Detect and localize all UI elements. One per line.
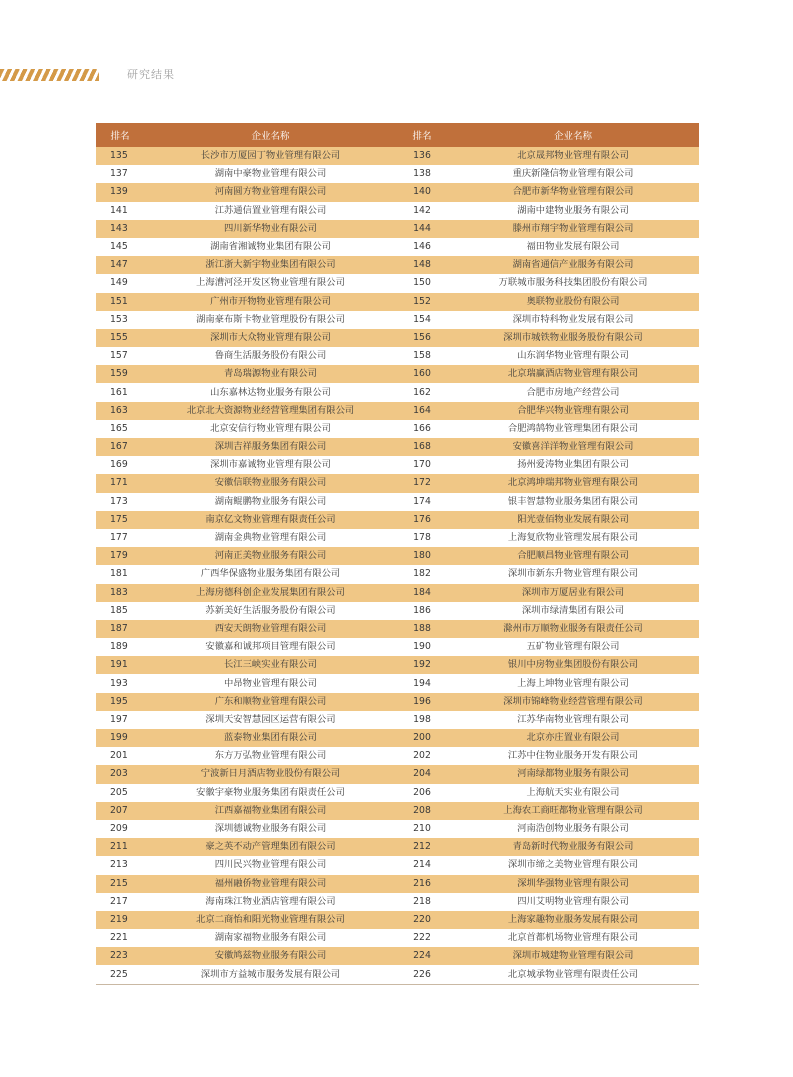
company-name-cell: 福田物业发展有限公司 (447, 238, 699, 256)
company-name-cell: 湖南省通信产业服务有限公司 (447, 256, 699, 274)
rank-cell: 189 (96, 638, 144, 656)
section-title: 研究结果 (127, 68, 175, 81)
rank-cell: 213 (96, 856, 144, 874)
company-name-cell: 湖南鲲鹏物业服务有限公司 (144, 493, 397, 511)
rank-cell: 155 (96, 329, 144, 347)
table-row (96, 584, 699, 602)
company-name-cell: 北京瑞赢酒店物业管理有限公司 (447, 365, 699, 383)
rank-cell: 190 (397, 638, 447, 656)
company-name-cell: 四川新华物业有限公司 (144, 220, 397, 238)
column-header-company: 企业名称 (447, 123, 699, 147)
rank-cell: 188 (397, 620, 447, 638)
company-name-cell: 广西华保盛物业服务集团有限公司 (144, 565, 397, 583)
rank-cell: 161 (96, 383, 144, 401)
company-name-cell: 江西嘉福物业集团有限公司 (144, 802, 397, 820)
rank-cell: 135 (96, 147, 144, 165)
company-name-cell: 北京晟邦物业管理有限公司 (447, 147, 699, 165)
rank-cell: 158 (397, 347, 447, 365)
company-name-cell: 安徽喜洋洋物业管理有限公司 (447, 438, 699, 456)
company-name-cell: 湖南省湘诚物业集团有限公司 (144, 238, 397, 256)
rank-cell: 209 (96, 820, 144, 838)
table-row (96, 420, 699, 438)
rank-cell: 197 (96, 711, 144, 729)
rank-cell: 226 (397, 965, 447, 984)
table-row (96, 474, 699, 492)
company-name-cell: 深圳华强物业管理有限公司 (447, 875, 699, 893)
table-row (96, 674, 699, 692)
rank-cell: 139 (96, 183, 144, 201)
company-name-cell: 四川民兴物业管理有限公司 (144, 856, 397, 874)
rank-cell: 217 (96, 893, 144, 911)
company-name-cell: 浙江浙大新宇物业集团有限公司 (144, 256, 397, 274)
rank-cell: 165 (96, 420, 144, 438)
company-name-cell: 上海航天实业有限公司 (447, 784, 699, 802)
rank-cell: 156 (397, 329, 447, 347)
rank-cell: 138 (397, 165, 447, 183)
rank-cell: 192 (397, 656, 447, 674)
rank-cell: 149 (96, 274, 144, 292)
rank-cell: 142 (397, 202, 447, 220)
rank-cell: 137 (96, 165, 144, 183)
rank-cell: 167 (96, 438, 144, 456)
company-name-cell: 蓝泰物业集团有限公司 (144, 729, 397, 747)
table-row (96, 875, 699, 893)
ranking-table (96, 123, 699, 985)
company-name-cell: 长江三峡实业有限公司 (144, 656, 397, 674)
rank-cell: 172 (397, 474, 447, 492)
table-row (96, 711, 699, 729)
table-row (96, 202, 699, 220)
rank-cell: 221 (96, 929, 144, 947)
table-row (96, 693, 699, 711)
rank-cell: 157 (96, 347, 144, 365)
rank-cell: 170 (397, 456, 447, 474)
table-row (96, 747, 699, 765)
rank-cell: 148 (397, 256, 447, 274)
rank-cell: 215 (96, 875, 144, 893)
company-name-cell: 深圳市万厦居业有限公司 (447, 584, 699, 602)
company-name-cell: 深圳市绿清集团有限公司 (447, 602, 699, 620)
company-name-cell: 深圳市方益城市服务发展有限公司 (144, 965, 397, 984)
rank-cell: 206 (397, 784, 447, 802)
rank-cell: 204 (397, 765, 447, 783)
rank-cell: 176 (397, 511, 447, 529)
rank-cell: 166 (397, 420, 447, 438)
table-row (96, 347, 699, 365)
company-name-cell: 江苏通信置业管理有限公司 (144, 202, 397, 220)
table-row (96, 274, 699, 292)
company-name-cell: 合肥华兴物业管理有限公司 (447, 402, 699, 420)
company-name-cell: 合肥鸿鹄物业管理集团有限公司 (447, 420, 699, 438)
rank-cell: 219 (96, 911, 144, 929)
company-name-cell: 合肥顺昌物业管理有限公司 (447, 547, 699, 565)
rank-cell: 224 (397, 947, 447, 965)
company-name-cell: 上海房德科创企业发展集团有限公司 (144, 584, 397, 602)
company-name-cell: 滁州市万顺物业服务有限责任公司 (447, 620, 699, 638)
table-row (96, 402, 699, 420)
company-name-cell: 深圳市城铁物业服务股份有限公司 (447, 329, 699, 347)
rank-cell: 222 (397, 929, 447, 947)
table-row (96, 838, 699, 856)
table-row (96, 493, 699, 511)
rank-cell: 143 (96, 220, 144, 238)
rank-cell: 145 (96, 238, 144, 256)
rank-cell: 147 (96, 256, 144, 274)
table-body (96, 147, 699, 984)
rank-cell: 136 (397, 147, 447, 165)
company-name-cell: 江苏中住物业服务开发有限公司 (447, 747, 699, 765)
company-name-cell: 湖南中豪物业管理有限公司 (144, 165, 397, 183)
rank-cell: 183 (96, 584, 144, 602)
company-name-cell: 银川中房物业集团股份有限公司 (447, 656, 699, 674)
company-name-cell: 深圳市锦峰物业经营管理有限公司 (447, 693, 699, 711)
rank-cell: 212 (397, 838, 447, 856)
rank-cell: 152 (397, 293, 447, 311)
table-row (96, 784, 699, 802)
company-name-cell: 扬州爱涛物业集团有限公司 (447, 456, 699, 474)
company-name-cell: 湖南家福物业服务有限公司 (144, 929, 397, 947)
table-row (96, 929, 699, 947)
company-name-cell: 宁波新日月酒店物业股份有限公司 (144, 765, 397, 783)
rank-cell: 159 (96, 365, 144, 383)
rank-cell: 194 (397, 674, 447, 692)
table-row (96, 311, 699, 329)
company-name-cell: 安徽信联物业服务有限公司 (144, 474, 397, 492)
company-name-cell: 青岛新时代物业服务有限公司 (447, 838, 699, 856)
rank-cell: 185 (96, 602, 144, 620)
table-row (96, 729, 699, 747)
company-name-cell: 苏新美好生活服务股份有限公司 (144, 602, 397, 620)
rank-cell: 186 (397, 602, 447, 620)
table-row (96, 802, 699, 820)
company-name-cell: 深圳市缔之美物业管理有限公司 (447, 856, 699, 874)
rank-cell: 154 (397, 311, 447, 329)
table-row (96, 820, 699, 838)
company-name-cell: 鲁商生活服务股份有限公司 (144, 347, 397, 365)
rank-cell: 214 (397, 856, 447, 874)
company-name-cell: 重庆新隆信物业管理有限公司 (447, 165, 699, 183)
company-name-cell: 北京北大资源物业经营管理集团有限公司 (144, 402, 397, 420)
rank-cell: 171 (96, 474, 144, 492)
company-name-cell: 河南浩创物业服务有限公司 (447, 820, 699, 838)
company-name-cell: 北京城承物业管理有限责任公司 (447, 965, 699, 984)
rank-cell: 164 (397, 402, 447, 420)
company-name-cell: 合肥市房地产经营公司 (447, 383, 699, 401)
company-name-cell: 安徽嘉和诚邦项目管理有限公司 (144, 638, 397, 656)
table-row (96, 547, 699, 565)
table-row (96, 220, 699, 238)
table-row (96, 529, 699, 547)
company-name-cell: 西安天朗物业管理有限公司 (144, 620, 397, 638)
rank-cell: 210 (397, 820, 447, 838)
rank-cell: 218 (397, 893, 447, 911)
rank-cell: 199 (96, 729, 144, 747)
column-header-company: 企业名称 (144, 123, 397, 147)
company-name-cell: 北京鸿坤瑞邦物业管理有限公司 (447, 474, 699, 492)
table-row (96, 293, 699, 311)
company-name-cell: 上海农工商旺都物业管理有限公司 (447, 802, 699, 820)
rank-cell: 208 (397, 802, 447, 820)
company-name-cell: 奥联物业股份有限公司 (447, 293, 699, 311)
rank-cell: 141 (96, 202, 144, 220)
company-name-cell: 湖南中建物业服务有限公司 (447, 202, 699, 220)
company-name-cell: 上海上坤物业管理有限公司 (447, 674, 699, 692)
company-name-cell: 青岛瑞源物业有限公司 (144, 365, 397, 383)
rank-cell: 220 (397, 911, 447, 929)
rank-cell: 203 (96, 765, 144, 783)
table-row (96, 147, 699, 165)
company-name-cell: 广东和顺物业管理有限公司 (144, 693, 397, 711)
rank-cell: 200 (397, 729, 447, 747)
rank-cell: 146 (397, 238, 447, 256)
company-name-cell: 北京首都机场物业管理有限公司 (447, 929, 699, 947)
rank-cell: 201 (96, 747, 144, 765)
table-row (96, 165, 699, 183)
rank-cell: 151 (96, 293, 144, 311)
table-row (96, 256, 699, 274)
rank-cell: 195 (96, 693, 144, 711)
rank-cell: 193 (96, 674, 144, 692)
company-name-cell: 长沙市万厦园丁物业管理有限公司 (144, 147, 397, 165)
rank-cell: 180 (397, 547, 447, 565)
company-name-cell: 福州融侨物业管理有限公司 (144, 875, 397, 893)
rank-cell: 196 (397, 693, 447, 711)
rank-cell: 178 (397, 529, 447, 547)
table-row (96, 656, 699, 674)
company-name-cell: 河南圆方物业管理有限公司 (144, 183, 397, 201)
rank-cell: 187 (96, 620, 144, 638)
rank-cell: 177 (96, 529, 144, 547)
table-row (96, 911, 699, 929)
company-name-cell: 山东润华物业管理有限公司 (447, 347, 699, 365)
rank-cell: 168 (397, 438, 447, 456)
rank-cell: 211 (96, 838, 144, 856)
rank-cell: 198 (397, 711, 447, 729)
company-name-cell: 上海漕河泾开发区物业管理有限公司 (144, 274, 397, 292)
table-row (96, 893, 699, 911)
table-row (96, 438, 699, 456)
company-name-cell: 北京亦庄置业有限公司 (447, 729, 699, 747)
rank-cell: 153 (96, 311, 144, 329)
company-name-cell: 豪之英不动产管理集团有限公司 (144, 838, 397, 856)
rank-cell: 223 (96, 947, 144, 965)
table-row (96, 638, 699, 656)
company-name-cell: 深圳天安智慧园区运营有限公司 (144, 711, 397, 729)
company-name-cell: 银丰智慧物业服务集团有限公司 (447, 493, 699, 511)
table-row (96, 238, 699, 256)
company-name-cell: 海南珠江物业酒店管理有限公司 (144, 893, 397, 911)
company-name-cell: 南京亿文物业管理有限责任公司 (144, 511, 397, 529)
rank-cell: 163 (96, 402, 144, 420)
company-name-cell: 湖南金典物业管理有限公司 (144, 529, 397, 547)
table-row (96, 947, 699, 965)
table-row (96, 383, 699, 401)
table-header-row (96, 123, 699, 147)
rank-cell: 150 (397, 274, 447, 292)
rank-cell: 175 (96, 511, 144, 529)
company-name-cell: 深圳德诚物业服务有限公司 (144, 820, 397, 838)
table-row (96, 329, 699, 347)
table-row (96, 620, 699, 638)
company-name-cell: 深圳市特科物业发展有限公司 (447, 311, 699, 329)
rank-cell: 184 (397, 584, 447, 602)
rank-cell: 207 (96, 802, 144, 820)
company-name-cell: 五矿物业管理有限公司 (447, 638, 699, 656)
company-name-cell: 中昂物业管理有限公司 (144, 674, 397, 692)
company-name-cell: 安徽鸠兹物业服务有限公司 (144, 947, 397, 965)
rank-cell: 160 (397, 365, 447, 383)
company-name-cell: 深圳市新东升物业管理有限公司 (447, 565, 699, 583)
rank-cell: 162 (397, 383, 447, 401)
company-name-cell: 上海家趣物业服务发展有限公司 (447, 911, 699, 929)
table-row (96, 365, 699, 383)
table-row (96, 456, 699, 474)
company-name-cell: 深圳市嘉诚物业管理有限公司 (144, 456, 397, 474)
company-name-cell: 深圳市城建物业管理有限公司 (447, 947, 699, 965)
company-name-cell: 江苏华南物业管理有限公司 (447, 711, 699, 729)
table-row (96, 965, 699, 984)
rank-cell: 140 (397, 183, 447, 201)
company-name-cell: 北京安信行物业管理有限公司 (144, 420, 397, 438)
header-stripe-decoration (0, 69, 99, 81)
rank-cell: 205 (96, 784, 144, 802)
company-name-cell: 河南绿都物业服务有限公司 (447, 765, 699, 783)
rank-cell: 182 (397, 565, 447, 583)
company-name-cell: 合肥市新华物业管理有限公司 (447, 183, 699, 201)
table-row (96, 856, 699, 874)
table-row (96, 183, 699, 201)
table-row (96, 565, 699, 583)
company-name-cell: 深圳吉祥服务集团有限公司 (144, 438, 397, 456)
company-name-cell: 滕州市翔宇物业管理有限公司 (447, 220, 699, 238)
rank-cell: 173 (96, 493, 144, 511)
company-name-cell: 安徽宇豪物业服务集团有限责任公司 (144, 784, 397, 802)
company-name-cell: 湖南豪布斯卡物业管理股份有限公司 (144, 311, 397, 329)
rank-cell: 169 (96, 456, 144, 474)
company-name-cell: 广州市开物物业管理有限公司 (144, 293, 397, 311)
rank-cell: 181 (96, 565, 144, 583)
company-name-cell: 上海复欣物业管理发展有限公司 (447, 529, 699, 547)
rank-cell: 216 (397, 875, 447, 893)
table-row (96, 765, 699, 783)
column-header-rank: 排名 (397, 123, 447, 147)
rank-cell: 225 (96, 965, 144, 984)
company-name-cell: 山东嘉林达物业服务有限公司 (144, 383, 397, 401)
company-name-cell: 四川艾明物业管理有限公司 (447, 893, 699, 911)
column-header-rank: 排名 (96, 123, 144, 147)
rank-cell: 144 (397, 220, 447, 238)
company-name-cell: 东方万弘物业管理有限公司 (144, 747, 397, 765)
rank-cell: 191 (96, 656, 144, 674)
company-name-cell: 河南正美物业服务有限公司 (144, 547, 397, 565)
company-name-cell: 深圳市大众物业管理有限公司 (144, 329, 397, 347)
rank-cell: 174 (397, 493, 447, 511)
table-row (96, 602, 699, 620)
table-row (96, 511, 699, 529)
rank-cell: 202 (397, 747, 447, 765)
rank-cell: 179 (96, 547, 144, 565)
company-name-cell: 万联城市服务科技集团股份有限公司 (447, 274, 699, 292)
company-name-cell: 北京二商怡和阳光物业管理有限公司 (144, 911, 397, 929)
company-name-cell: 阳光壹佰物业发展有限公司 (447, 511, 699, 529)
